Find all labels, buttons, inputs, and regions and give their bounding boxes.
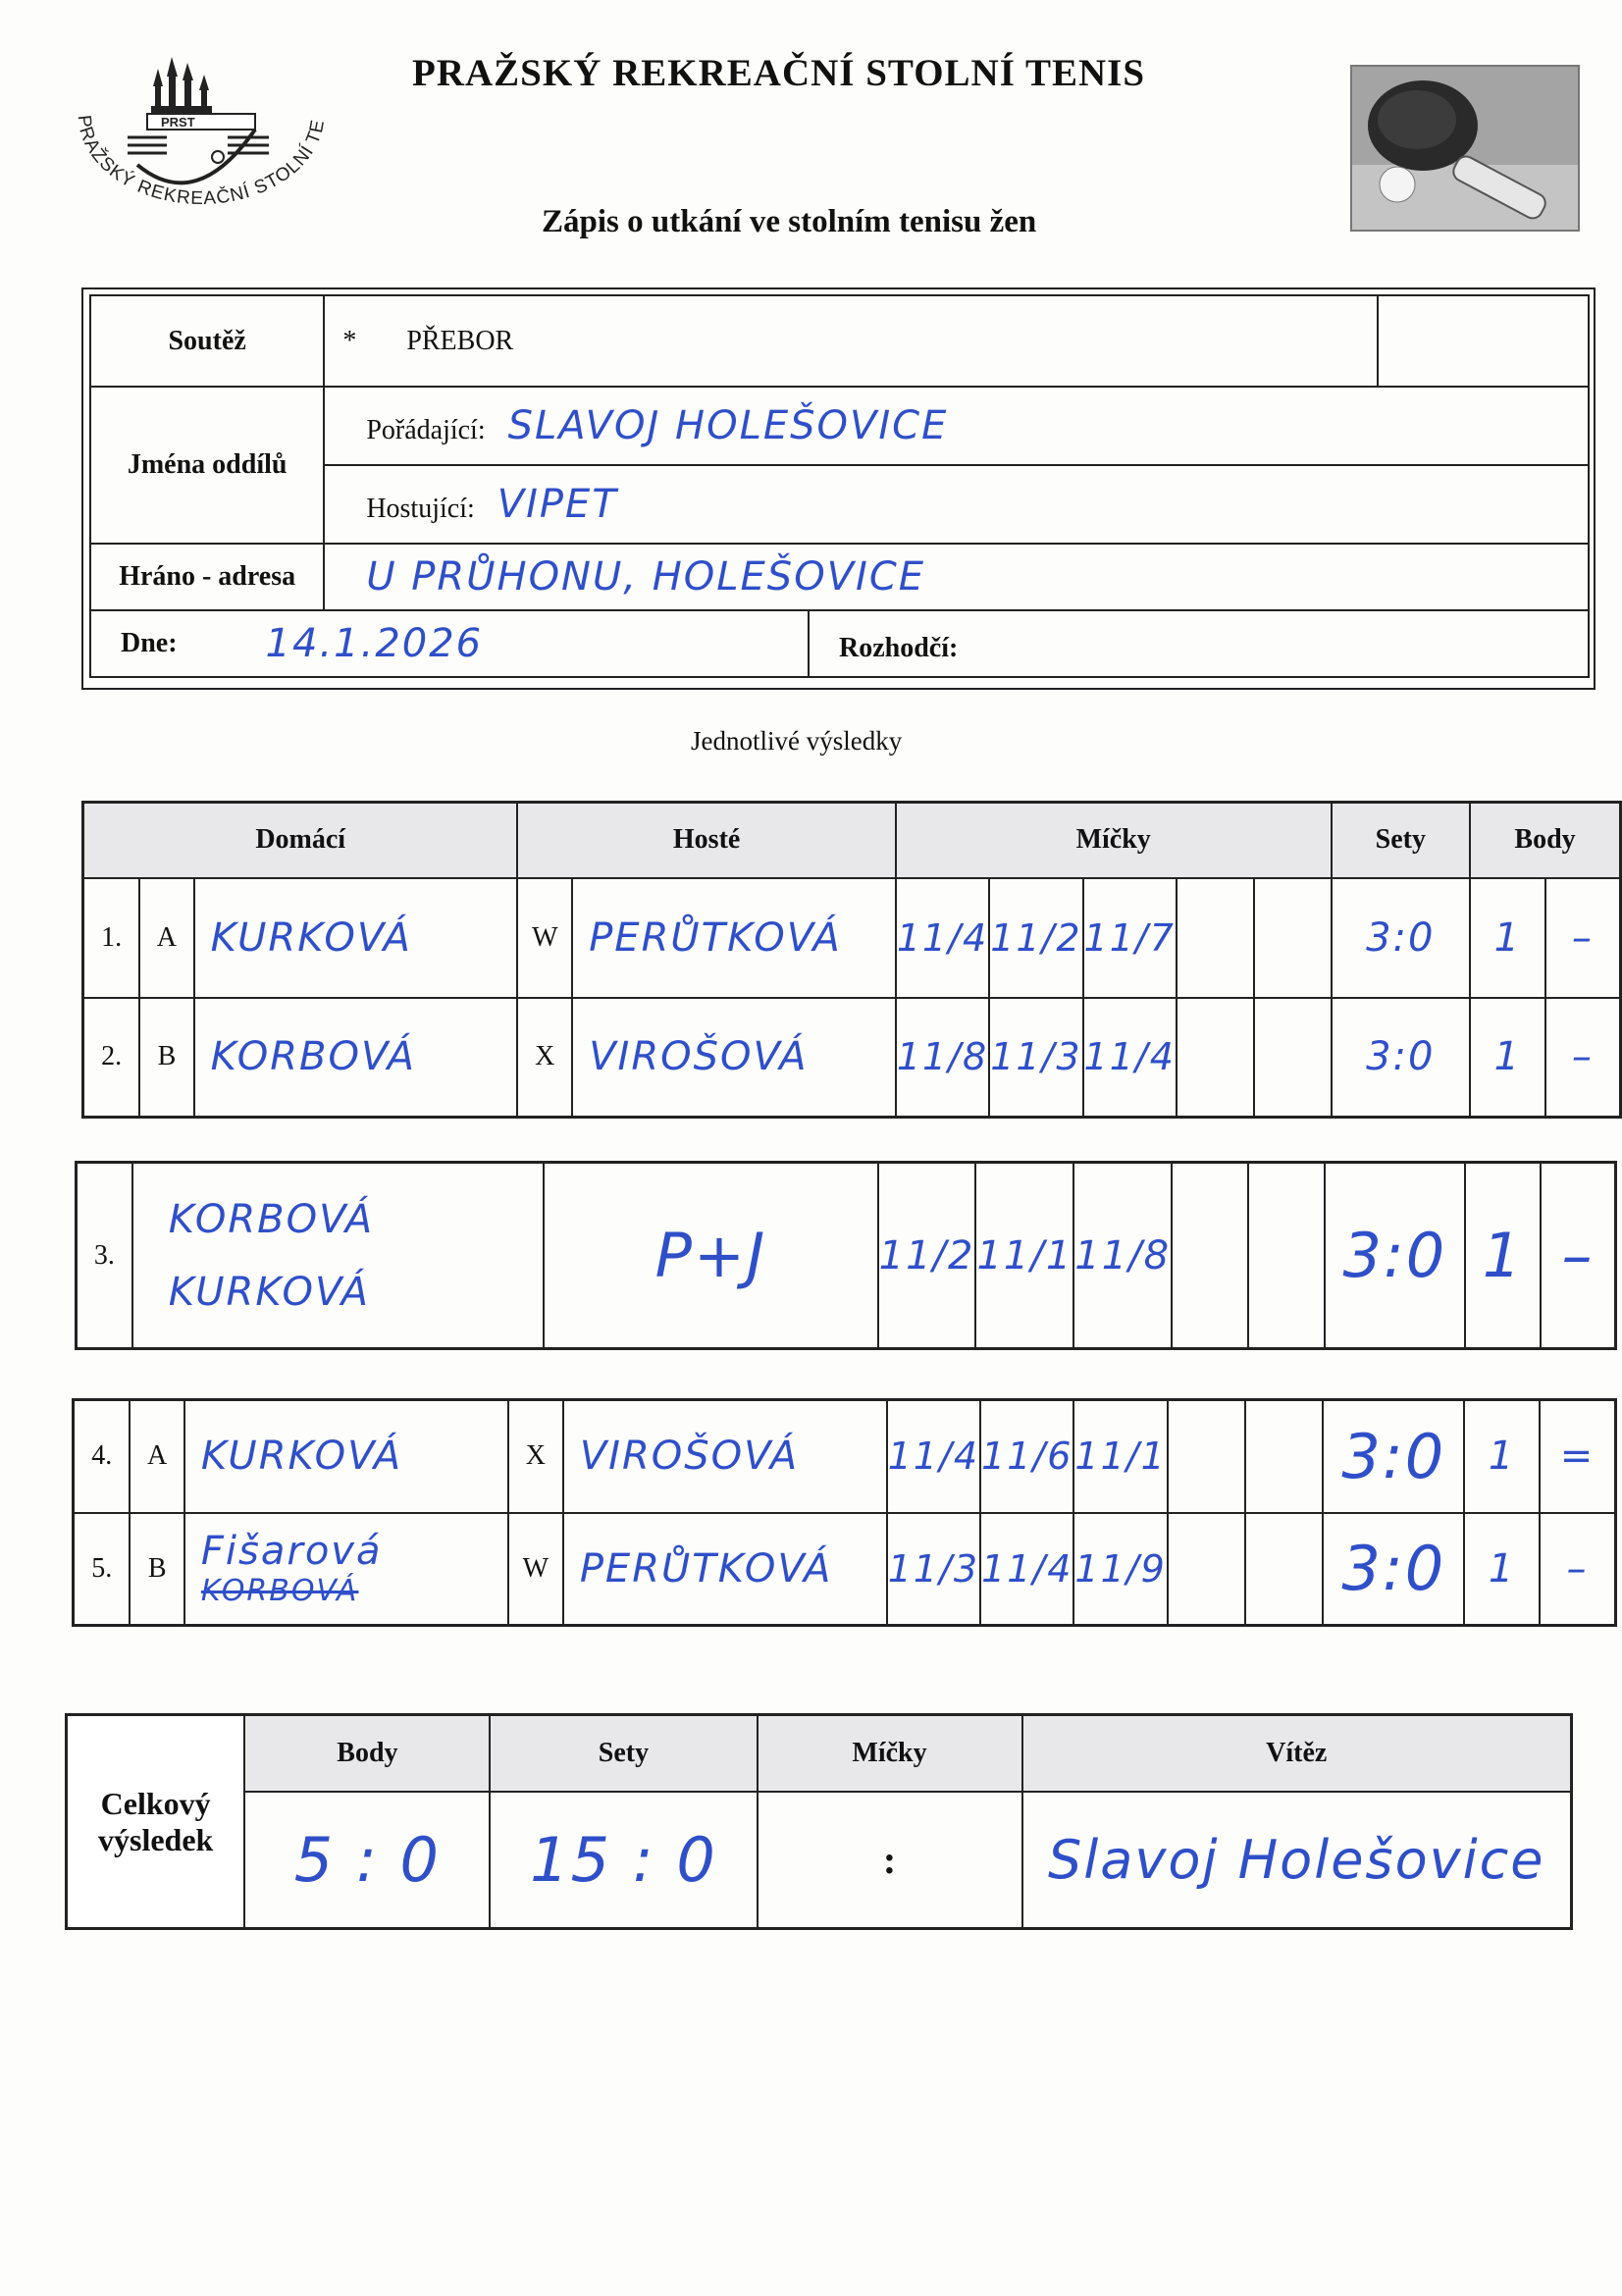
hostujici-row: [324, 465, 1589, 544]
match-no: 3.: [77, 1163, 132, 1349]
header-domaci: Domácí: [83, 803, 518, 878]
doubles-table: [75, 1161, 1617, 1350]
game-score: [1168, 1400, 1245, 1513]
match-no: 1.: [83, 878, 140, 998]
hrano-value: U PRŮHONU, HOLEŠOVICE: [366, 554, 926, 600]
match-row: [74, 1513, 1616, 1626]
home-player: KORBOVÁ: [168, 1196, 375, 1242]
match-row: [83, 998, 1621, 1118]
home-letter: B: [130, 1513, 184, 1626]
guest-letter: X: [508, 1400, 563, 1513]
game-score: 11/4: [896, 878, 989, 998]
home-letter: B: [139, 998, 193, 1118]
game-score: [1248, 1163, 1325, 1349]
logo-ring-text: PRAŽSKÝ REKREAČNÍ STOLNÍ TE: [73, 114, 330, 210]
guest-player: PERŮTKOVÁ: [572, 878, 896, 998]
dne-label: Dne:: [121, 628, 178, 658]
page-title: PRAŽSKÝ REKREAČNÍ STOLNÍ TENIS: [412, 52, 1146, 94]
guest-player: VIROŠOVÁ: [563, 1400, 887, 1513]
jmena-label: Jména oddílů: [90, 387, 324, 544]
total-header-micky: Míčky: [758, 1715, 1022, 1792]
game-score: [1245, 1400, 1323, 1513]
guest-letter: W: [517, 878, 572, 998]
hostujici-value: VIPET: [497, 482, 618, 527]
poradajici-value: SLAVOJ HOLEŠOVICE: [507, 403, 949, 448]
game-score: 11/2: [878, 1163, 976, 1349]
match-row: [77, 1163, 1616, 1349]
home-player: KURKOVÁ: [184, 1400, 508, 1513]
poradajici-label: Pořádající:: [366, 415, 486, 445]
game-score: 11/4: [887, 1400, 980, 1513]
results-table-1: [81, 801, 1622, 1119]
table-tennis-image: [1350, 65, 1580, 232]
sets-score: 3:0: [1332, 998, 1470, 1118]
dne-value: 14.1.2026: [265, 621, 484, 666]
game-score: [1177, 878, 1254, 998]
game-score: 11/7: [1083, 878, 1177, 998]
game-score: [1168, 1513, 1245, 1626]
guest-player: VIROŠOVÁ: [572, 998, 896, 1118]
total-table: [65, 1713, 1573, 1930]
results-table-2: [72, 1398, 1617, 1627]
game-score: [1254, 878, 1332, 998]
poradajici-row: [324, 387, 1589, 465]
game-score: 11/9: [1073, 1513, 1167, 1626]
body-home: 1: [1465, 1163, 1541, 1349]
total-micky: :: [758, 1792, 1022, 1929]
guest-pair: P+J: [544, 1163, 877, 1349]
results-caption: Jednotlivé výsledky: [691, 726, 903, 756]
sets-score: 3:0: [1323, 1513, 1464, 1626]
dne-row: [90, 610, 1589, 677]
info-table: [89, 294, 1590, 678]
total-vitez: Slavoj Holešovice: [1022, 1792, 1572, 1929]
total-header-vitez: Vítěz: [1022, 1715, 1572, 1792]
soutez-cell: [324, 295, 1378, 387]
sets-score: 3:0: [1325, 1163, 1466, 1349]
game-score: 11/8: [896, 998, 989, 1118]
header-hoste: Hosté: [517, 803, 895, 878]
match-row: [74, 1400, 1616, 1513]
body-home: 1: [1470, 998, 1545, 1118]
game-score: 11/1: [975, 1163, 1073, 1349]
total-label: Celkový výsledek: [67, 1715, 245, 1929]
home-player: Fišarová: [200, 1529, 383, 1575]
header-sety: Sety: [1332, 803, 1470, 878]
game-score: 11/2: [989, 878, 1082, 998]
prst-logo: [59, 47, 343, 243]
match-no: 5.: [74, 1513, 131, 1626]
home-pair: [132, 1163, 544, 1349]
game-score: 11/4: [1083, 998, 1177, 1118]
sets-score: 3:0: [1323, 1400, 1464, 1513]
hrano-row: [324, 544, 1589, 610]
soutez-value: PŘEBOR: [406, 325, 514, 356]
home-letter: A: [130, 1400, 184, 1513]
home-player-cell: [184, 1513, 508, 1626]
home-player: KORBOVÁ: [194, 998, 518, 1118]
header-micky: Míčky: [896, 803, 1332, 878]
total-body: 5 : 0: [244, 1792, 490, 1929]
body-home: 1: [1464, 1400, 1539, 1513]
soutez-mark: *: [342, 325, 357, 356]
soutez-label: Soutěž: [90, 295, 324, 387]
body-guest: –: [1540, 1513, 1616, 1626]
home-player: KURKOVÁ: [194, 878, 518, 998]
hostujici-label: Hostující:: [366, 494, 475, 524]
total-header-body: Body: [244, 1715, 490, 1792]
body-guest: –: [1541, 1163, 1616, 1349]
soutez-extra: [1378, 295, 1589, 387]
total-header-sety: Sety: [490, 1715, 757, 1792]
body-guest: –: [1545, 878, 1621, 998]
match-no: 4.: [74, 1400, 131, 1513]
total-sety: 15 : 0: [490, 1792, 757, 1929]
game-score: 11/3: [887, 1513, 980, 1626]
game-score: 11/3: [989, 998, 1082, 1118]
game-score: 11/8: [1073, 1163, 1172, 1349]
body-home: 1: [1470, 878, 1545, 998]
sets-score: 3:0: [1332, 878, 1470, 998]
body-home: 1: [1464, 1513, 1539, 1626]
match-no: 2.: [83, 998, 140, 1118]
home-player: KURKOVÁ: [168, 1269, 370, 1315]
rozhodci-label: Rozhodčí:: [839, 633, 959, 663]
logo-text: PRST: [161, 115, 195, 130]
body-guest: =: [1540, 1400, 1616, 1513]
home-letter: A: [139, 878, 193, 998]
game-score: [1245, 1513, 1323, 1626]
game-score: 11/4: [980, 1513, 1073, 1626]
match-row: [83, 878, 1621, 998]
game-score: [1172, 1163, 1248, 1349]
game-score: [1254, 998, 1332, 1118]
struck-player: KORBOVÁ: [200, 1574, 359, 1609]
body-guest: –: [1545, 998, 1621, 1118]
page-subtitle: Zápis o utkání ve stolním tenisu žen: [542, 204, 1037, 239]
game-score: 11/6: [980, 1400, 1073, 1513]
guest-player: PERŮTKOVÁ: [563, 1513, 887, 1626]
hrano-label: Hráno - adresa: [90, 544, 324, 610]
guest-letter: X: [517, 998, 572, 1118]
game-score: [1177, 998, 1254, 1118]
guest-letter: W: [508, 1513, 563, 1626]
game-score: 11/1: [1073, 1400, 1167, 1513]
header-body: Body: [1470, 803, 1620, 878]
